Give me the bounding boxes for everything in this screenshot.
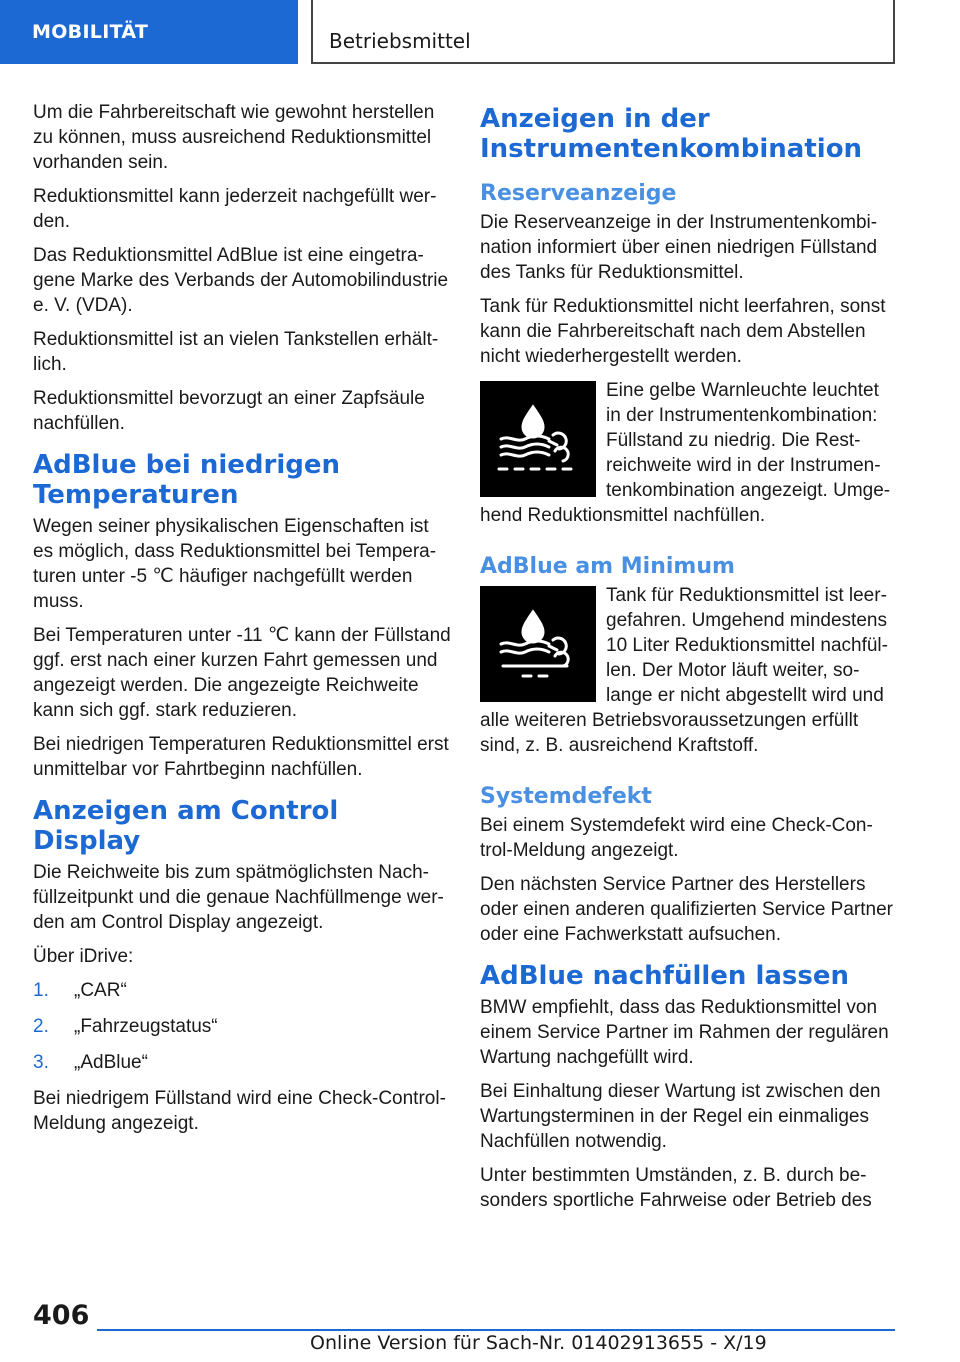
section-tab[interactable] bbox=[0, 0, 298, 64]
defect-paragraph: Den nächsten Service Partner des Herstellers oder einen anderen qualifizierten Service Partner oder eine Fachwerkstatt aufsuchen. bbox=[480, 874, 893, 945]
page-number: 406 bbox=[33, 1300, 90, 1331]
control-display-paragraph: Die Reichweite bis zum spätmöglichsten Nachfüllzeitpunkt und die genaue Nachfüllmenge werden am Control Display angezeigt. bbox=[33, 862, 444, 933]
defect-paragraph: Bei einem Systemdefekt wird eine Check-Control-Meldung angezeigt. bbox=[480, 815, 873, 861]
intro-paragraph: Reduktionsmittel ist an vielen Tankstellen erhältlich. bbox=[33, 329, 439, 375]
reserve-icon-description: Eine gelbe Warnleuchte leuchtet in der Instrumentenkombination: Füllstand zu niedrig. Die Restreichweite wird in der Instrumentenkombination angezeigt. Umgehend Reduktionsmittel nachfüllen. bbox=[480, 380, 891, 526]
footer-divider bbox=[97, 1329, 895, 1331]
step-text: „Fahrzeugstatus“ bbox=[74, 1016, 218, 1037]
intro-paragraph: Reduktionsmittel bevorzugt an einer Zapfsäule nachfüllen. bbox=[33, 388, 425, 434]
step-number: 1. bbox=[33, 980, 49, 1001]
heading-system-defect: Systemdefekt bbox=[480, 784, 652, 809]
reserve-indicator-block bbox=[480, 378, 896, 537]
idrive-steps bbox=[33, 978, 453, 1075]
low-temp-paragraph: Bei niedrigen Temperaturen Reduktionsmittel erst unmittelbar vor Fahrtbeginn nachfüllen. bbox=[33, 734, 449, 780]
heading-service-refill: AdBlue nachfüllen lassen bbox=[480, 961, 850, 991]
low-temp-paragraph: Wegen seiner physikalischen Eigenschaften ist es möglich, dass Reduktionsmittel bei Temperaturen unter -5 ℃ häufiger nachgefüllt werden muss. bbox=[33, 516, 437, 612]
left-column bbox=[33, 100, 453, 1145]
intro-paragraph: Reduktionsmittel kann jederzeit nachgefüllt werden. bbox=[33, 186, 437, 232]
intro-paragraph: Um die Fahrbereitschaft wie gewohnt herstellen zu können, muss ausreichend Reduktionsmittel vorhanden sein. bbox=[33, 102, 435, 173]
heading-low-temperature: AdBlue bei niedrigen Temperaturen bbox=[33, 450, 341, 510]
heading-instrument-cluster: Anzeigen in der Instrumentenkombination bbox=[480, 104, 863, 164]
step-text: „CAR“ bbox=[74, 980, 127, 1001]
section-label: MOBILITÄT bbox=[32, 21, 149, 43]
chapter-title: Betriebsmittel bbox=[329, 29, 471, 53]
heading-minimum: AdBlue am Minimum bbox=[480, 554, 735, 579]
reserve-paragraph: Tank für Reduktionsmittel nicht leerfahren, sonst kann die Fahrbereitschaft nach dem Abstellen nicht wiederhergestellt werden. bbox=[480, 296, 886, 367]
adblue-reserve-warning-icon bbox=[480, 381, 596, 497]
list-item bbox=[33, 1050, 453, 1075]
minimum-icon-description: Tank für Reduktionsmittel ist leergefahren. Umgehend mindestens 10 Liter Reduktionsmittel nachfüllen. Der Motor läuft weiter, solange er nicht abgestellt wird und alle weiteren Betriebsvoraussetzungen erfüllt sind, z. B. ausreichend Kraftstoff. bbox=[480, 585, 888, 756]
intro-paragraph: Das Reduktionsmittel AdBlue ist eine eingetragene Marke des Verbands der Automobilindustrie e. V. (VDA). bbox=[33, 245, 449, 316]
heading-control-display: Anzeigen am Control Display bbox=[33, 796, 339, 856]
reserve-paragraph: Die Reserveanzeige in der Instrumentenkombination informiert über einen niedrigen Füllstand des Tanks für Reduktionsmittel. bbox=[480, 212, 878, 283]
right-column bbox=[480, 100, 896, 1222]
adblue-minimum-warning-icon bbox=[480, 586, 596, 702]
step-text: „AdBlue“ bbox=[74, 1052, 148, 1073]
service-paragraph: BMW empfiehlt, dass das Reduktionsmittel von einem Service Partner im Rahmen der regulären Wartung nachgefüllt wird. bbox=[480, 997, 889, 1068]
chapter-header bbox=[311, 0, 895, 64]
minimum-indicator-block bbox=[480, 583, 896, 767]
check-control-note: Bei niedrigem Füllstand wird eine Check-Control-Meldung angezeigt. bbox=[33, 1088, 446, 1134]
step-number: 3. bbox=[33, 1052, 49, 1073]
service-paragraph: Unter bestimmten Umständen, z. B. durch besonders sportliche Fahrweise oder Betrieb des bbox=[480, 1165, 872, 1211]
heading-reserve: Reserveanzeige bbox=[480, 181, 677, 206]
list-item bbox=[33, 1014, 453, 1039]
service-paragraph: Bei Einhaltung dieser Wartung ist zwischen den Wartungsterminen in der Regel ein einmaliges Nachfüllen notwendig. bbox=[480, 1081, 881, 1152]
list-item bbox=[33, 978, 453, 1003]
step-number: 2. bbox=[33, 1016, 49, 1037]
idrive-intro: Über iDrive: bbox=[33, 946, 134, 967]
low-temp-paragraph: Bei Temperaturen unter -11 ℃ kann der Füllstand ggf. erst nach einer kurzen Fahrt gemessen und angezeigt werden. Die angezeigte Reichweite kann sich ggf. stark reduzieren. bbox=[33, 625, 451, 721]
footer-version: Online Version für Sach-Nr. 01402913655 - X/19 bbox=[310, 1332, 767, 1354]
